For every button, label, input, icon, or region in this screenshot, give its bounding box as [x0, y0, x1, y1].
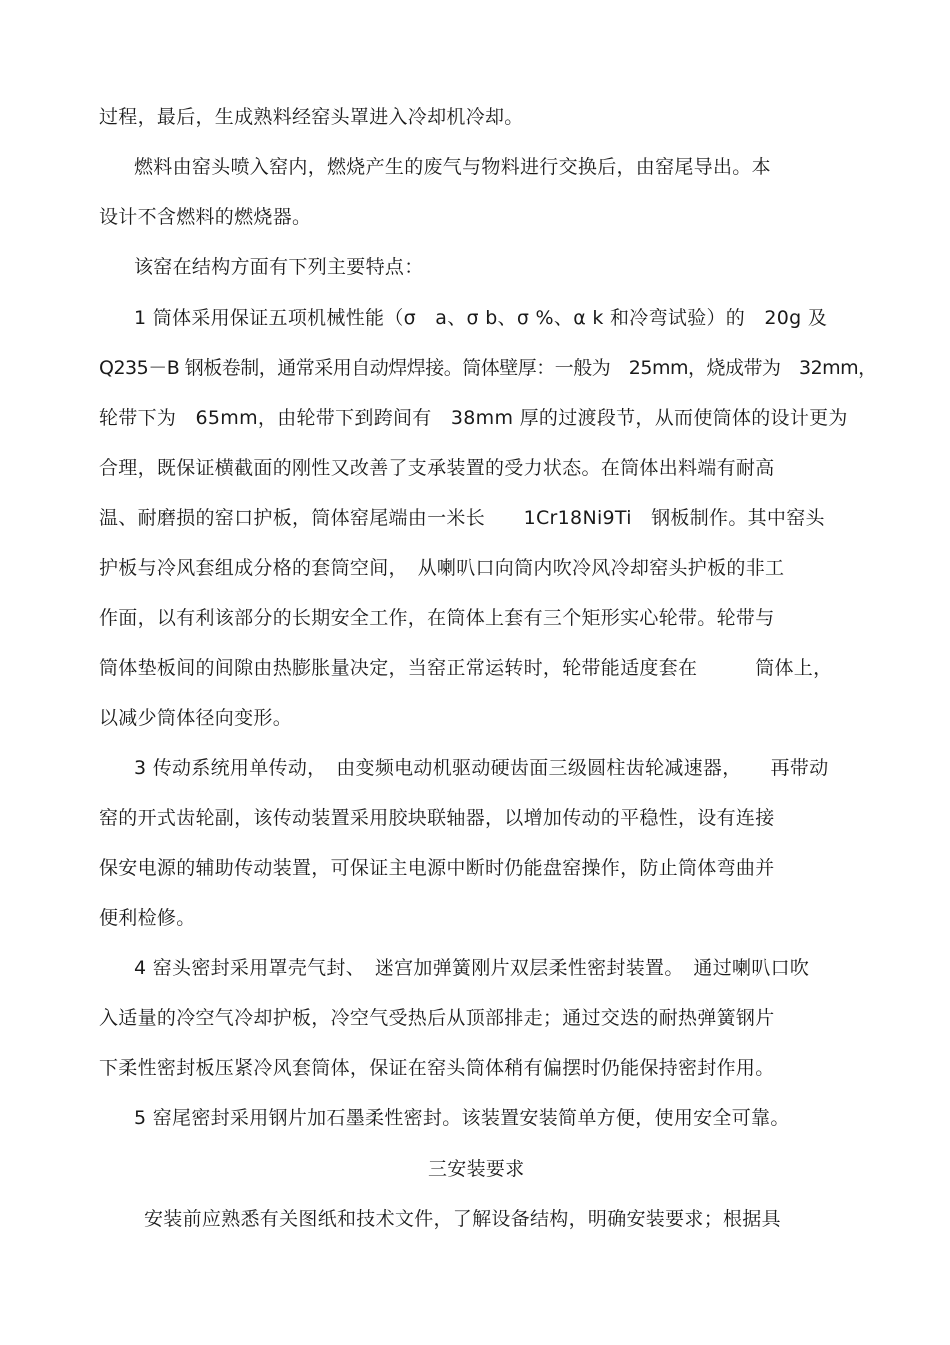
text-line-10: 护板与冷风套组成分格的套筒空间， 从喇叭口向筒内吹冷风冷却窑头护板的非工 [99, 557, 785, 579]
text-line-15: 窑的开式齿轮副，该传动装置采用胶块联轴器，以增加传动的平稳性，设有连接 [99, 807, 775, 829]
text-line-11: 作面，以有利该部分的长期安全工作，在筒体上套有三个矩形实心轮带。轮带与 [99, 607, 775, 629]
text-line-18: 4 窑头密封采用罩壳气封、 迷宫加弹簧刚片双层柔性密封装置。 通过喇叭口吹 [134, 957, 810, 979]
text-line-20: 下柔性密封板压紧冷风套筒体，保证在窑头筒体稍有偏摆时仍能保持密封作用。 [99, 1057, 775, 1079]
text-line-5: 1 筒体采用保证五项机械性能（σ a、σ b、σ %、α k 和冷弯试验）的 20g 及 [134, 307, 828, 329]
text-line-4: 该窑在结构方面有下列主要特点： [134, 256, 424, 278]
text-line-7: 轮带下为 65mm，由轮带下到跨间有 38mm 厚的过渡段节，从而使筒体的设计更为 [99, 407, 848, 429]
text-line-14: 3 传动系统用单传动， 由变频电动机驱动硬齿面三级圆柱齿轮减速器， 再带动 [134, 757, 829, 779]
text-line-8: 合理，既保证横截面的刚性又改善了支承装置的受力状态。在筒体出料端有耐高 [99, 457, 775, 479]
text-line-16: 保安电源的辅助传动装置，可保证主电源中断时仍能盘窑操作，防止筒体弯曲并 [99, 857, 775, 879]
text-line-21: 5 窑尾密封采用钢片加石墨柔性密封。该装置安装简单方便，使用安全可靠。 [134, 1107, 790, 1129]
text-line-19: 入适量的冷空气冷却护板，冷空气受热后从顶部排走；通过交迭的耐热弹簧钢片 [99, 1007, 775, 1029]
text-line-3: 设计不含燃料的燃烧器。 [99, 206, 312, 228]
text-line-9: 温、耐磨损的窑口护板，筒体窑尾端由一米长 1Cr18Ni9Ti 钢板制作。其中窑头 [99, 507, 825, 529]
text-line-17: 便利检修。 [99, 907, 196, 929]
text-line-12: 筒体垫板间的间隙由热膨胀量决定，当窑正常运转时，轮带能适度套在 筒体上， [99, 657, 833, 679]
text-line-2: 燃料由窑头喷入窑内，燃烧产生的废气与物料进行交换后，由窑尾导出。本 [134, 156, 771, 178]
text-line-1: 过程，最后，生成熟料经窑头罩进入冷却机冷却。 [99, 106, 524, 128]
text-line-23: 安装前应熟悉有关图纸和技术文件，了解设备结构，明确安装要求；根据具 [144, 1208, 781, 1230]
section-heading: 三安装要求 [428, 1158, 525, 1180]
text-line-13: 以减少筒体径向变形。 [99, 707, 293, 729]
text-line-6: Q235－B 钢板卷制，通常采用自动焊焊接。筒体壁厚：一般为 25mm，烧成带为 32mm， [99, 357, 877, 379]
